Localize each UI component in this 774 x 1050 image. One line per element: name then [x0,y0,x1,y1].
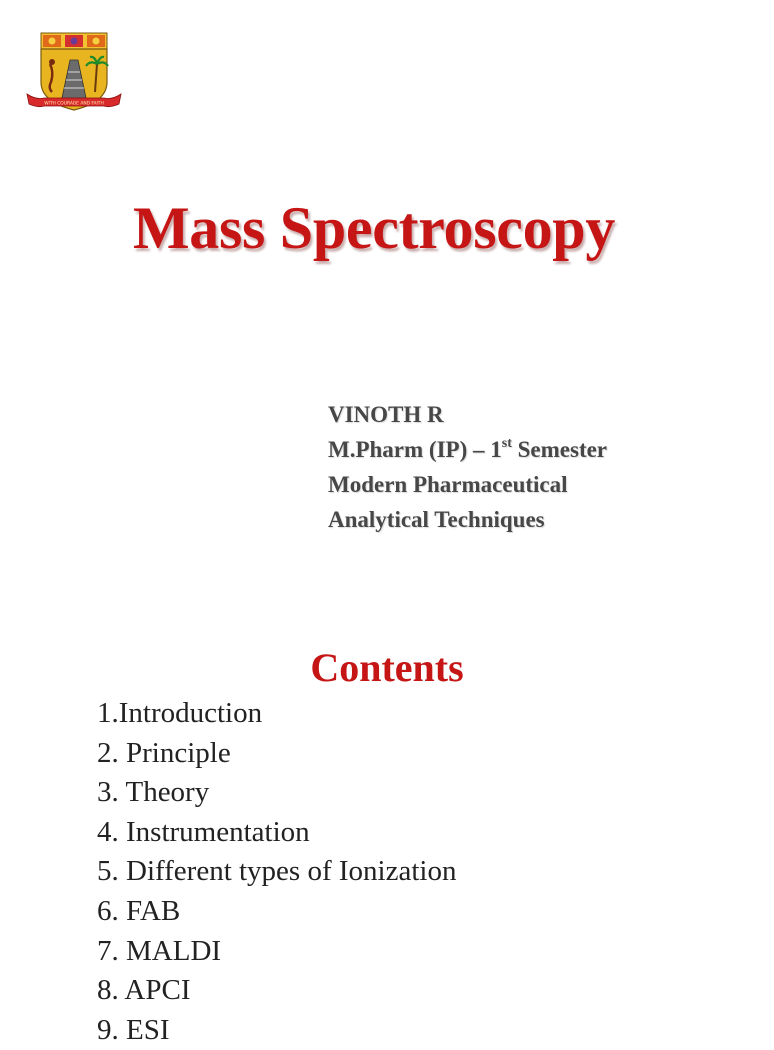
author-subject-line1: Modern Pharmaceutical [328,472,568,497]
contents-item: 3. Theory [97,776,210,809]
author-course-suffix: Semester [511,437,608,462]
slide-title: Mass Spectroscopy [132,195,616,261]
contents-item: 9. ESI [97,1013,170,1046]
author-course [328,432,607,467]
emblem-motto: WITH COURAGE AND FAITH [44,101,104,107]
author-course-sup: st [501,436,512,452]
contents-item: 2. Principle [97,736,231,769]
author-block [328,397,607,537]
contents-item: 1.Introduction [97,697,263,729]
university-emblem-icon [24,30,124,114]
contents-item: 4. Instrumentation [97,815,310,848]
contents-item: 7. MALDI [97,934,222,967]
contents-item: 5. Different types of Ionization [97,855,457,888]
contents-item: 8. APCI [97,974,191,1007]
contents-heading: Contents [310,645,464,690]
author-subject-line2: Analytical Techniques [328,507,545,532]
author-name: VINOTH R [328,402,444,427]
contents-list [97,694,456,1050]
author-course-prefix: M.Pharm (IP) – 1 [328,437,502,462]
contents-item: 6. FAB [97,894,181,927]
